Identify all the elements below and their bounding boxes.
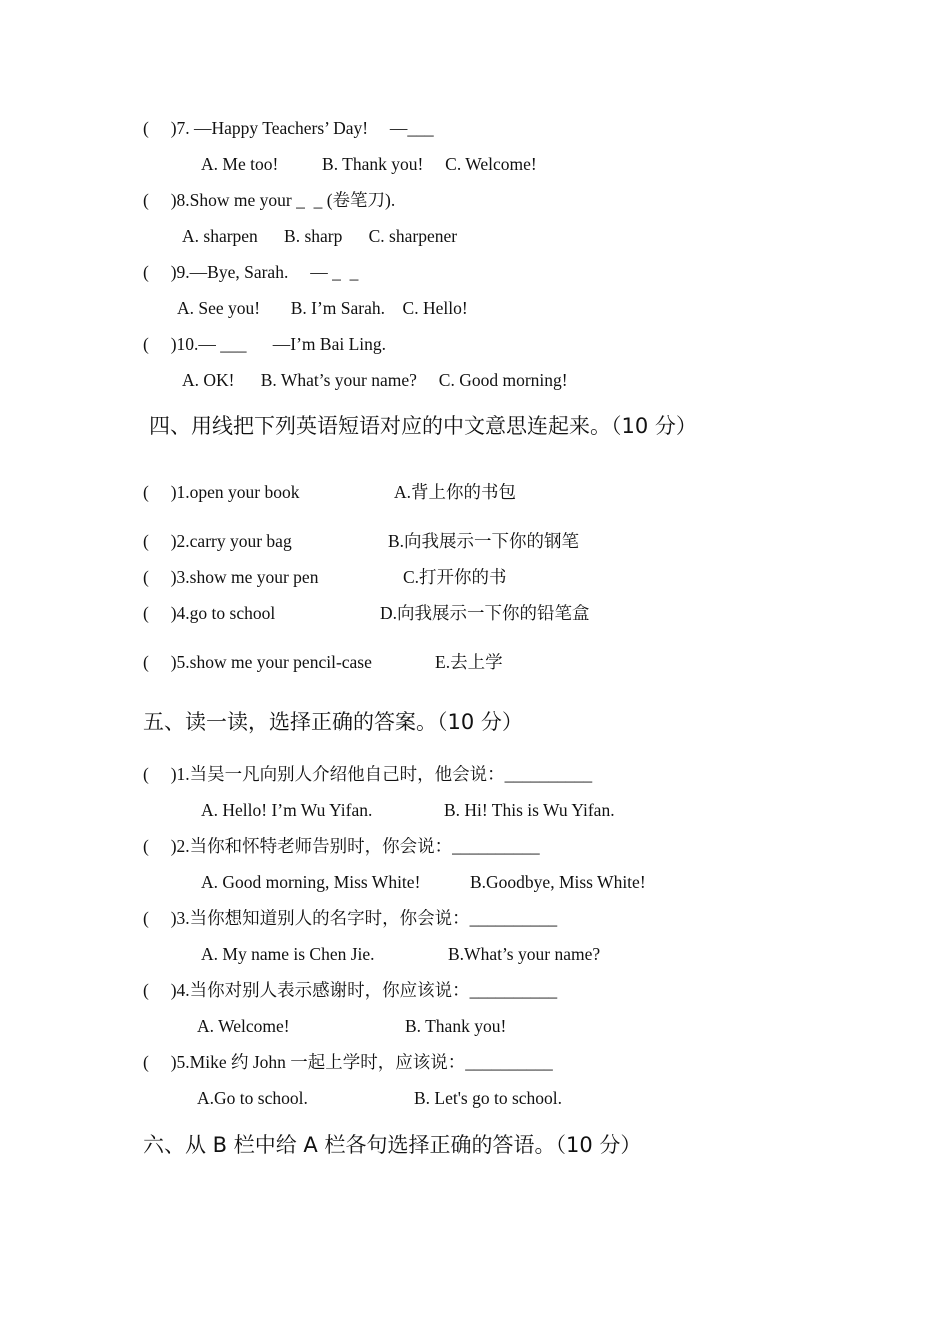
match-chinese-c: C.打开你的书 [403,567,507,587]
question-7: ( )7. —Happy Teachers’ Day! —___ [143,118,434,138]
read-question-5: ( )5.Mike 约 John 一起上学时，应该说：__________ [143,1052,553,1072]
question-9-options: A. See you! B. I’m Sarah. C. Hello! [177,298,468,318]
question-7-options: A. Me too! B. Thank you! C. Welcome! [201,154,537,174]
section-5-title: 五、读一读，选择正确的答案。（10 分） [143,710,523,734]
match-english-1: ( )1.open your book [143,482,300,502]
match-english-5: ( )5.show me your pencil-case [143,652,372,672]
question-10-options: A. OK! B. What’s your name? C. Good morning! [182,370,568,390]
read-question-4-option-a: A. Welcome! [197,1016,290,1036]
question-8-options: A. sharpen B. sharp C. sharpener [182,226,458,246]
read-question-5-option-a: A.Go to school. [197,1088,308,1108]
match-english-3: ( )3.show me your pen [143,567,319,587]
question-9: ( )9.—Bye, Sarah. — _ _ [143,262,359,282]
read-question-1-option-b: B. Hi! This is Wu Yifan. [444,800,615,820]
read-question-2: ( )2.当你和怀特老师告别时，你会说：__________ [143,836,540,856]
match-chinese-d: D.向我展示一下你的铅笔盒 [380,603,590,623]
read-question-3-option-b: B.What’s your name? [448,944,601,964]
read-question-2-option-b: B.Goodbye, Miss White! [470,872,646,892]
question-8: ( )8.Show me your _ _ (卷笔刀). [143,190,396,210]
section-4-title: 四、用线把下列英语短语对应的中文意思连起来。（10 分） [149,414,697,438]
read-question-1: ( )1.当吴一凡向别人介绍他自己时，他会说：__________ [143,764,593,784]
read-question-3: ( )3.当你想知道别人的名字时，你会说：__________ [143,908,558,928]
match-chinese-e: E.去上学 [435,652,503,672]
read-question-1-option-a: A. Hello! I’m Wu Yifan. [201,800,373,820]
read-question-5-option-b: B. Let's go to school. [414,1088,563,1108]
read-question-4: ( )4.当你对别人表示感谢时，你应该说：__________ [143,980,558,1000]
question-10: ( )10.— ___ —I’m Bai Ling. [143,334,387,354]
section-6-title: 六、从 B 栏中给 A 栏各句选择正确的答语。（10 分） [143,1133,642,1157]
read-question-4-option-b: B. Thank you! [405,1016,507,1036]
match-english-4: ( )4.go to school [143,603,276,623]
match-english-2: ( )2.carry your bag [143,531,292,551]
read-question-2-option-a: A. Good morning, Miss White! [201,872,421,892]
match-chinese-b: B.向我展示一下你的钢笔 [388,531,580,551]
read-question-3-option-a: A. My name is Chen Jie. [201,944,375,964]
match-chinese-a: A.背上你的书包 [394,482,517,502]
